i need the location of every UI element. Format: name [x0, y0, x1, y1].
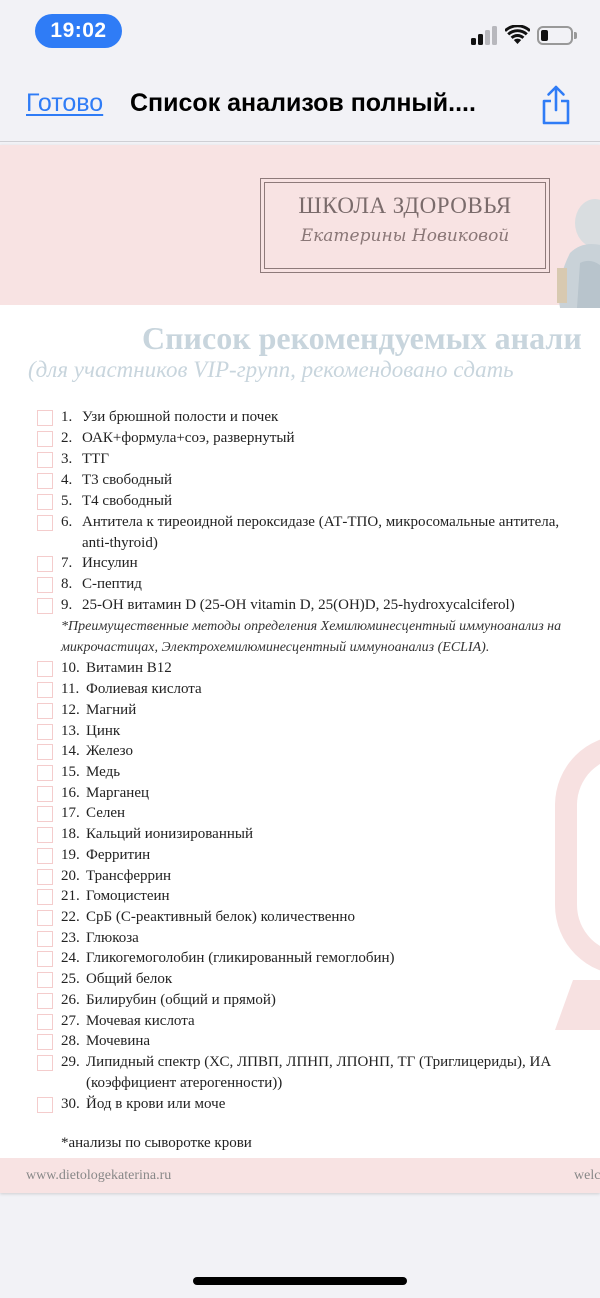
item-label: Железо — [86, 743, 133, 759]
footnote: *анализы по сыворотке крови — [61, 1135, 252, 1151]
checkbox[interactable] — [37, 889, 53, 905]
checkbox[interactable] — [37, 494, 53, 510]
item-label: Глюкоза — [86, 930, 139, 946]
item-label: Гликогемоголобин (гликированный гемоглобин) — [86, 950, 395, 966]
item-number: 20. — [61, 868, 80, 884]
document-title: Список рекомендуемых анали — [142, 320, 582, 356]
checkbox[interactable] — [37, 806, 53, 822]
item-number: 6. — [61, 514, 73, 530]
item-label: Фолиевая кислота — [86, 681, 202, 697]
item-label: СрБ (С-реактивный белок) количественно — [86, 909, 355, 925]
item-label: 25-OH витамин D (25-OH vitamin D, 25(OH)D, 25-hydroxycalciferol) — [82, 597, 515, 613]
vitamin-d-note: *Преимущественные методы определения Хемилюминесцентный иммуноанализ на микрочастицах, Электрохемилюминесцентный иммуноанализ (ECLIA). — [61, 619, 562, 655]
item-label: Селен — [86, 805, 126, 821]
item-label: Общий белок — [86, 971, 173, 987]
battery-icon — [537, 26, 573, 45]
item-label: ОАК+формула+соэ, развернутый — [82, 430, 295, 446]
footer-right-text: welc — [574, 1168, 600, 1183]
item-number: 5. — [61, 493, 73, 509]
checkbox[interactable] — [37, 452, 53, 468]
status-time[interactable]: 19:02 — [35, 14, 122, 48]
item-number: 21. — [61, 888, 80, 904]
checkbox[interactable] — [37, 786, 53, 802]
item-number: 18. — [61, 826, 80, 842]
header-figure-image — [555, 193, 600, 308]
item-number: 3. — [61, 451, 73, 467]
checkbox[interactable] — [37, 515, 53, 531]
item-number: 26. — [61, 992, 80, 1008]
footer-site-link: www.dietologekaterina.ru — [26, 1168, 172, 1183]
checkbox[interactable] — [37, 410, 53, 426]
share-icon[interactable] — [540, 84, 572, 126]
item-label: Инсулин — [82, 555, 138, 571]
status-bar — [0, 0, 600, 62]
item-number: 10. — [61, 660, 80, 676]
item-label: Ферритин — [86, 847, 151, 863]
checkbox[interactable] — [37, 703, 53, 719]
checkbox[interactable] — [37, 724, 53, 740]
item-number: 22. — [61, 909, 80, 925]
document-subtitle: (для участников VIP-групп, рекомендовано сдать — [28, 357, 514, 382]
wifi-icon — [505, 25, 530, 45]
checkbox[interactable] — [37, 910, 53, 926]
checkbox[interactable] — [37, 556, 53, 572]
item-number: 12. — [61, 702, 80, 718]
item-label: Билирубин (общий и прямой) — [86, 992, 276, 1008]
checkbox[interactable] — [37, 827, 53, 843]
item-label: Мочевая кислота — [86, 1013, 195, 1029]
document-header — [0, 145, 600, 305]
item-number: 7. — [61, 555, 73, 571]
item-label: Т3 свободный — [82, 472, 173, 488]
item-number: 13. — [61, 723, 80, 739]
logo-title: ШКОЛА ЗДОРОВЬЯ — [298, 193, 512, 218]
checkbox[interactable] — [37, 577, 53, 593]
item-number: 24. — [61, 950, 80, 966]
item-number: 23. — [61, 930, 80, 946]
checkbox[interactable] — [37, 682, 53, 698]
item-number: 28. — [61, 1033, 80, 1049]
item-number: 17. — [61, 805, 80, 821]
checkbox[interactable] — [37, 1055, 53, 1071]
document-page[interactable] — [0, 145, 600, 1193]
checkbox[interactable] — [37, 765, 53, 781]
checkbox[interactable] — [37, 869, 53, 885]
item-label: Гомоцистеин — [86, 888, 170, 904]
checkbox[interactable] — [37, 1014, 53, 1030]
item-number: 19. — [61, 847, 80, 863]
checkbox[interactable] — [37, 848, 53, 864]
item-label: Магний — [86, 702, 137, 718]
item-number: 30. — [61, 1096, 80, 1112]
item-label: Антитела к тиреоидной пероксидазе (АТ-ТПО, микросомальные антитела, anti-thyroid) — [82, 514, 560, 551]
item-label: Т4 свободный — [82, 493, 173, 509]
item-number: 27. — [61, 1013, 80, 1029]
checkbox[interactable] — [37, 431, 53, 447]
nav-title: Список анализов полный.... — [130, 89, 476, 117]
checkbox[interactable] — [37, 1097, 53, 1113]
item-number: 8. — [61, 576, 73, 592]
logo-subtitle: Екатерины Новиковой — [300, 226, 510, 246]
cellular-signal-icon — [471, 26, 497, 45]
checkbox[interactable] — [37, 931, 53, 947]
item-number: 29. — [61, 1054, 80, 1070]
item-number: 4. — [61, 472, 73, 488]
checkbox[interactable] — [37, 1034, 53, 1050]
school-logo — [260, 178, 550, 273]
home-indicator[interactable] — [193, 1277, 407, 1285]
checkbox[interactable] — [37, 661, 53, 677]
item-label: Липидный спектр (ХС, ЛПВП, ЛПНП, ЛПОНП, ТГ (Триглицериды), ИА (коэффициент атерогенности)) — [86, 1054, 552, 1091]
item-number: 14. — [61, 743, 80, 759]
item-number: 25. — [61, 971, 80, 987]
item-label: ТТГ — [82, 451, 109, 467]
item-label: Узи брюшной полости и почек — [82, 409, 279, 425]
checkbox[interactable] — [37, 473, 53, 489]
checkbox[interactable] — [37, 744, 53, 760]
item-label: Витамин В12 — [86, 660, 172, 676]
item-label: Медь — [86, 764, 121, 780]
item-number: 16. — [61, 785, 80, 801]
item-number: 11. — [61, 681, 80, 697]
document-footer — [0, 1158, 600, 1193]
checkbox[interactable] — [37, 951, 53, 967]
item-number: 1. — [61, 409, 73, 425]
done-button[interactable]: Готово — [26, 89, 104, 117]
checkbox[interactable] — [37, 598, 53, 614]
item-number: 9. — [61, 597, 73, 613]
item-number: 2. — [61, 430, 73, 446]
item-number: 15. — [61, 764, 80, 780]
item-label: Мочевина — [86, 1033, 151, 1049]
nav-bar — [0, 62, 600, 142]
item-label: Цинк — [86, 723, 121, 739]
item-label: Кальций ионизированный — [86, 826, 253, 842]
checkbox[interactable] — [37, 993, 53, 1009]
item-label: Марганец — [86, 785, 150, 801]
checkbox[interactable] — [37, 972, 53, 988]
item-label: Трансферрин — [86, 868, 172, 884]
item-label: С-пептид — [82, 576, 142, 592]
item-label: Йод в крови или моче — [86, 1096, 226, 1112]
